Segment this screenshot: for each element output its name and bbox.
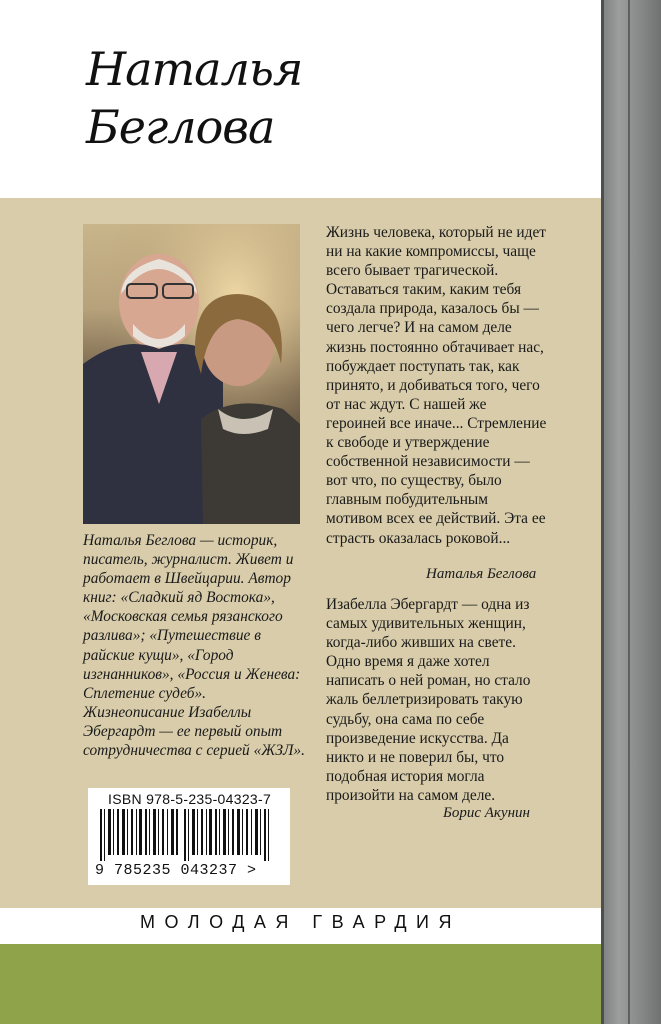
publisher-name: МОЛОДАЯ ГВАРДИЯ [140,912,461,932]
book-spine [601,0,661,1024]
blurb-signature-akunin: Борис Акунин [443,805,530,821]
spine-edge [601,0,604,1024]
isbn-number: ISBN 978-5-235-04323-7 [108,791,272,807]
author-last-name: Беглова [86,100,275,154]
blurb-quote-akunin: Изабелла Эбергардт — одна из самых удивительных женщин, когда-либо живших на свете. Одно время я даже хотел написать о ней роман, но стало жаль беллетризировать такую судьбу, она сама по себе произведение искусства. Да никто и не поверил бы, что подобная история могла произойти на самом деле. [326,596,531,804]
author-name [86,40,302,156]
author-photo [83,224,300,524]
barcode-digits: 9 785235 043237 > [95,862,257,879]
barcode-icon [98,809,278,861]
blurb-signature-author: Наталья Беглова [426,566,537,582]
isbn-barcode-box [88,788,290,885]
author-first-name: Наталья [86,42,303,96]
spine-fold [628,0,630,1024]
green-band [0,944,601,1024]
blurb-quote-author: Жизнь человека, который не идет ни на какие компромиссы, чаще всего бывает трагической. Оставаться таким, каким тебя создала природа, казалось бы — чего легче? И на самом деле жизнь постоянно обтачивает нас, побуждает поступать так, как принято, и добиваться того, чего от нас ждут. С нашей же героиней все иначе... Стремление к свободе и утверждение собственной независимости — вот что, по существу, было главным побудительным мотивом всех ее действий. Эта ее страсть оказалась роковой... [326,224,547,547]
author-bio-caption: Наталья Беглова — историк, писатель, журналист. Живет и работает в Швейцарии. Автор книг: «Сладкий яд Востока», «Московская семья рязанского разлива»; «Путешествие в райские кущи», «Город изгнанников», «Россия и Женева: Сплетение судеб». Жизнеописание Изабеллы Эбергардт — ее первый опыт сотрудничества с серией «ЖЗЛ». [83,532,305,760]
